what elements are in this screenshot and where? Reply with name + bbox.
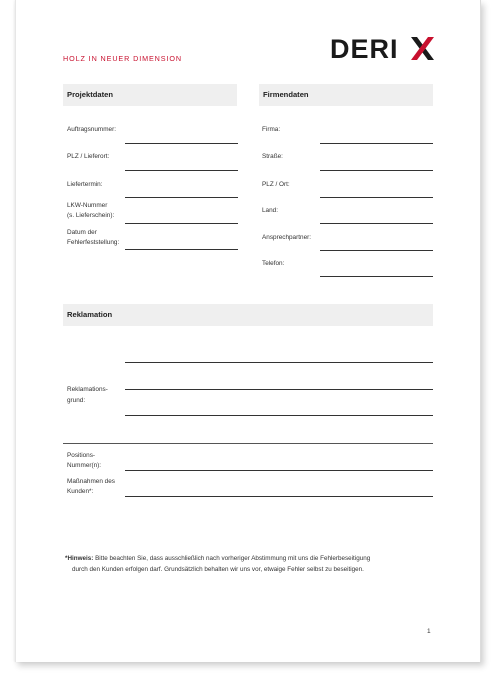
section-header-firmendaten: Firmendaten [259,84,433,106]
label-lkw-nummer-1: LKW-Nummer [67,202,108,209]
input-line-positionsnummer[interactable] [125,470,433,471]
label-massnahmen-1: Maßnahmen des [67,478,115,485]
divider-line [63,443,433,444]
label-telefon: Telefon: [262,260,285,267]
hinweis-label: *Hinweis: [65,555,94,562]
label-datum-1: Datum der [67,229,97,236]
input-line-grund-1[interactable] [125,362,433,363]
label-plz-lieferort: PLZ / Lieferort: [67,153,110,160]
label-reklamationsgrund-2: grund: [67,397,86,404]
logo-text: DERI [330,34,399,64]
label-positions-1: Positions- [67,452,96,459]
label-positions-2: Nummer(n): [67,462,102,469]
hinweis-note [65,553,445,575]
label-reklamationsgrund-1: Reklamations- [67,386,108,393]
label-strasse: Straße: [262,153,283,160]
input-line-grund-3[interactable] [125,415,433,416]
page-number: 1 [427,628,431,635]
input-line-plz-ort[interactable] [320,197,433,198]
input-line-liefertermin[interactable] [125,197,238,198]
hinweis-text-1: Bitte beachten Sie, dass ausschließlich nach vorheriger Abstimmung mit uns die Fehlerbeseitigung [93,555,371,562]
label-massnahmen-2: Kunden*: [67,488,94,495]
label-land: Land: [262,207,278,214]
input-line-firma[interactable] [320,143,433,144]
label-firma: Firma: [262,126,281,133]
label-liefertermin: Liefertermin: [67,181,103,188]
input-line-plz-lieferort[interactable] [125,170,238,171]
input-line-strasse[interactable] [320,170,433,171]
input-line-lkw-nummer[interactable] [125,223,238,224]
input-line-auftragsnummer[interactable] [125,143,238,144]
label-plz-ort: PLZ / Ort: [262,181,290,188]
input-line-datum[interactable] [125,249,238,250]
logo-x-icon [409,36,436,61]
label-ansprechpartner: Ansprechpartner: [262,234,312,241]
tagline: HOLZ IN NEUER DIMENSION [63,54,182,63]
input-line-telefon[interactable] [320,276,433,277]
hinweis-text-2: durch den Kunden erfolgen darf. Grundsätzlich behalten wir uns vor, etwaige Fehler selbst zu beseitigen. [72,566,364,573]
input-line-grund-2[interactable] [125,389,433,390]
section-header-projektdaten: Projektdaten [63,84,237,106]
input-line-land[interactable] [320,223,433,224]
label-datum-2: Fehlerfeststellung: [67,239,120,246]
label-lkw-nummer-2: (s. Lieferschein): [67,212,115,219]
section-header-reklamation: Reklamation [63,304,433,326]
input-line-massnahmen[interactable] [125,496,433,497]
label-auftragsnummer: Auftragsnummer: [67,126,117,133]
input-line-ansprechpartner[interactable] [320,250,433,251]
derix-logo [330,34,440,64]
